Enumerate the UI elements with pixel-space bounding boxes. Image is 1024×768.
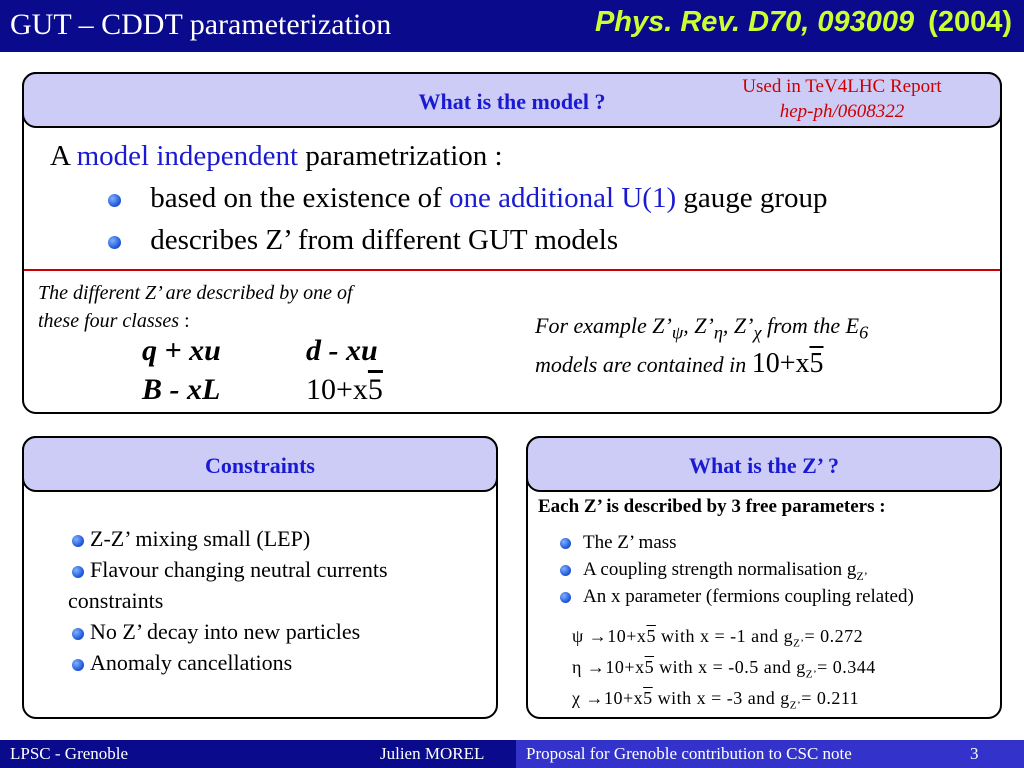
formula-symbol: η	[572, 657, 582, 677]
formula-psi	[572, 626, 863, 650]
constraint-item	[72, 619, 360, 645]
bullet1-highlight: one additional U(1)	[449, 182, 677, 214]
reference-citation	[595, 6, 1012, 39]
parameter-text: An x parameter (fermions coupling related)	[583, 586, 914, 607]
bullet-icon	[72, 566, 84, 578]
parameter-item	[560, 532, 677, 554]
formula-eta	[572, 657, 876, 681]
example-line-2-text: models are contained in	[535, 352, 747, 378]
bullet1-pre: based on the existence of	[150, 182, 442, 214]
arrow-icon: →	[586, 657, 606, 677]
class-b-minus-xl: B - xL	[142, 373, 221, 406]
constraint-text: Anomaly cancellations	[90, 650, 293, 675]
formula-text: with x = -3 and g	[657, 688, 790, 708]
footer-author: Julien MOREL	[380, 744, 485, 763]
bullet-icon	[560, 592, 571, 603]
constraint-text: Z-Z’ mixing small (LEP)	[90, 526, 311, 551]
model-bullet-1	[108, 182, 828, 215]
constraint-item	[72, 557, 388, 583]
example-text-c: , Z’	[722, 313, 754, 338]
constraints-heading: Constraints	[22, 436, 498, 492]
slide-title: GUT – CDDT parameterization	[10, 8, 392, 41]
example-line-1	[535, 310, 868, 348]
intro-article: A	[50, 140, 70, 172]
formula-rep: 10+x	[605, 657, 645, 677]
classes-colon: :	[179, 310, 190, 332]
formula-text: with x = -0.5 and g	[659, 657, 806, 677]
formula-subscript: Z’	[789, 699, 802, 712]
class4-num: 10+x	[306, 373, 368, 406]
example-rep-bar: 5	[809, 348, 824, 380]
model-bullet-2	[108, 224, 618, 257]
reference-journal: Phys. Rev. D70, 093009	[594, 6, 915, 38]
formula-rep: 10+x	[604, 688, 644, 708]
constraint-item	[72, 650, 292, 676]
parameter-text: A coupling strength normalisation g	[583, 559, 857, 580]
bullet2-text: describes Z’ from different GUT models	[150, 224, 619, 256]
constraint-item-continued: constraints	[68, 588, 164, 613]
classes-line-1: The different Z’ are described by one of	[38, 282, 353, 304]
example-rep	[752, 348, 824, 379]
reference-year: (2004)	[928, 6, 1012, 38]
example-chi: χ	[753, 322, 762, 343]
example-text-d: from the E	[761, 313, 860, 338]
formula-rep: 10+x	[607, 626, 647, 646]
class-q-plus-xu: q + xu	[142, 334, 221, 367]
formula-symbol: χ	[572, 688, 581, 708]
formula-text: with x = -1 and g	[660, 626, 794, 646]
formula-symbol: ψ	[572, 626, 584, 646]
classes-line-2-text: these four classes	[38, 310, 180, 332]
formula-rep-bar: 5	[646, 626, 656, 646]
formula-value: = 0.272	[804, 626, 864, 646]
parameter-item	[560, 559, 868, 584]
bullet-icon	[72, 659, 84, 671]
formula-rep-bar: 5	[643, 688, 653, 708]
example-text-a: For example Z’	[535, 313, 672, 338]
formula-rep-bar: 5	[644, 657, 655, 677]
zprime-intro: Each Z’ is described by 3 free parameters :	[538, 496, 886, 517]
footer-institution: LPSC - Grenoble	[10, 744, 129, 763]
example-psi: ψ	[671, 322, 684, 343]
intro-highlight: model independent	[76, 140, 299, 172]
formula-chi	[572, 688, 859, 712]
usage-note-arxiv: hep-ph/0608322	[779, 101, 905, 122]
formula-value: = 0.344	[817, 657, 876, 677]
bullet1-post: gauge group	[683, 182, 828, 214]
example-line-2	[535, 348, 868, 381]
model-intro	[50, 140, 503, 173]
bullet-icon	[560, 565, 571, 576]
example-text-b: , Z’	[683, 313, 714, 338]
intro-rest: parametrization :	[305, 140, 503, 172]
model-panel-heading: What is the model ?	[22, 72, 1002, 128]
bullet-icon	[72, 628, 84, 640]
classes-description	[38, 279, 458, 335]
bullet-icon	[108, 236, 121, 249]
class4-bar: 5	[367, 373, 383, 406]
parameter-subscript: Z’	[856, 568, 868, 583]
classes-line-2	[38, 307, 458, 335]
constraint-text: No Z’ decay into new particles	[90, 619, 361, 644]
bullet-icon	[72, 535, 84, 547]
example-rep-num: 10+x	[751, 348, 810, 380]
section-divider	[24, 269, 1000, 271]
example-eta: η	[713, 322, 723, 343]
example-e6-sub: 6	[859, 322, 869, 343]
parameter-item	[560, 586, 914, 608]
class-10-plus-x5bar	[306, 373, 383, 407]
usage-note	[712, 74, 972, 124]
class-d-minus-xu: d - xu	[306, 334, 378, 367]
bullet-icon	[560, 538, 571, 549]
bullet-icon	[108, 194, 121, 207]
e6-example	[535, 310, 868, 381]
footer-page-number: 3	[970, 744, 979, 763]
constraint-item	[72, 526, 310, 552]
formula-value: = 0.211	[801, 688, 860, 708]
constraint-text: Flavour changing neutral currents	[90, 557, 388, 582]
formula-subscript: Z’	[793, 637, 805, 650]
arrow-icon: →	[588, 626, 608, 646]
parameter-text: The Z’ mass	[583, 532, 677, 553]
zprime-heading: What is the Z’ ?	[526, 436, 1002, 492]
usage-note-report: Used in TeV4LHC Report	[742, 76, 942, 97]
arrow-icon: →	[585, 688, 604, 708]
formula-subscript: Z’	[805, 668, 818, 681]
footer-talk-title: Proposal for Grenoble contribution to CSC note	[526, 744, 852, 763]
